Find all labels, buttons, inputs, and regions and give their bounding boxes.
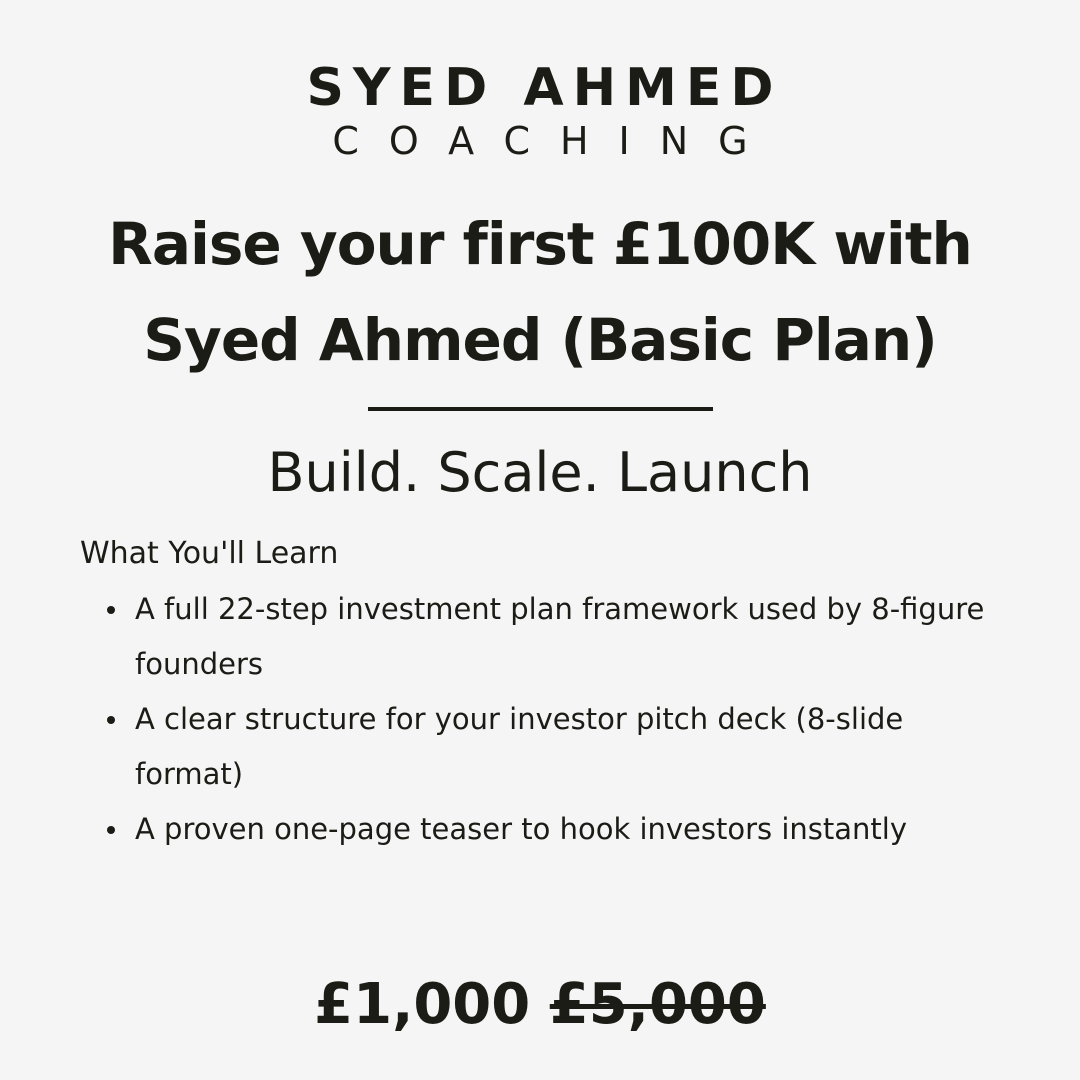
bullet-icon <box>107 716 115 724</box>
brand-logo <box>0 58 1080 162</box>
list-item <box>135 582 1015 692</box>
list-item <box>135 692 1015 802</box>
list-item-text: A proven one-page teaser to hook investors instantly <box>135 812 908 846</box>
bullet-icon <box>107 826 115 834</box>
divider <box>368 407 713 411</box>
list-item <box>135 802 1015 857</box>
bullet-icon <box>107 606 115 614</box>
learn-heading: What You'll Learn <box>80 536 339 571</box>
price <box>0 970 1080 1040</box>
list-item-text: A clear structure for your investor pitch deck (8-slide format) <box>135 702 904 791</box>
title-line-1: Raise your first £100K with <box>108 210 972 278</box>
list-item-text: A full 22-step investment plan framework used by 8-figure founders <box>135 592 985 681</box>
price-original: £5,000 <box>549 972 766 1037</box>
title-line-2: Syed Ahmed (Basic Plan) <box>143 306 937 374</box>
price-current: £1,000 <box>314 972 531 1037</box>
tagline: Build. Scale. Launch <box>267 441 813 504</box>
learn-list <box>80 582 1015 857</box>
brand-subtitle: COACHING <box>332 119 778 163</box>
brand-name: SYED AHMED <box>306 58 783 118</box>
page-title <box>0 196 1080 388</box>
